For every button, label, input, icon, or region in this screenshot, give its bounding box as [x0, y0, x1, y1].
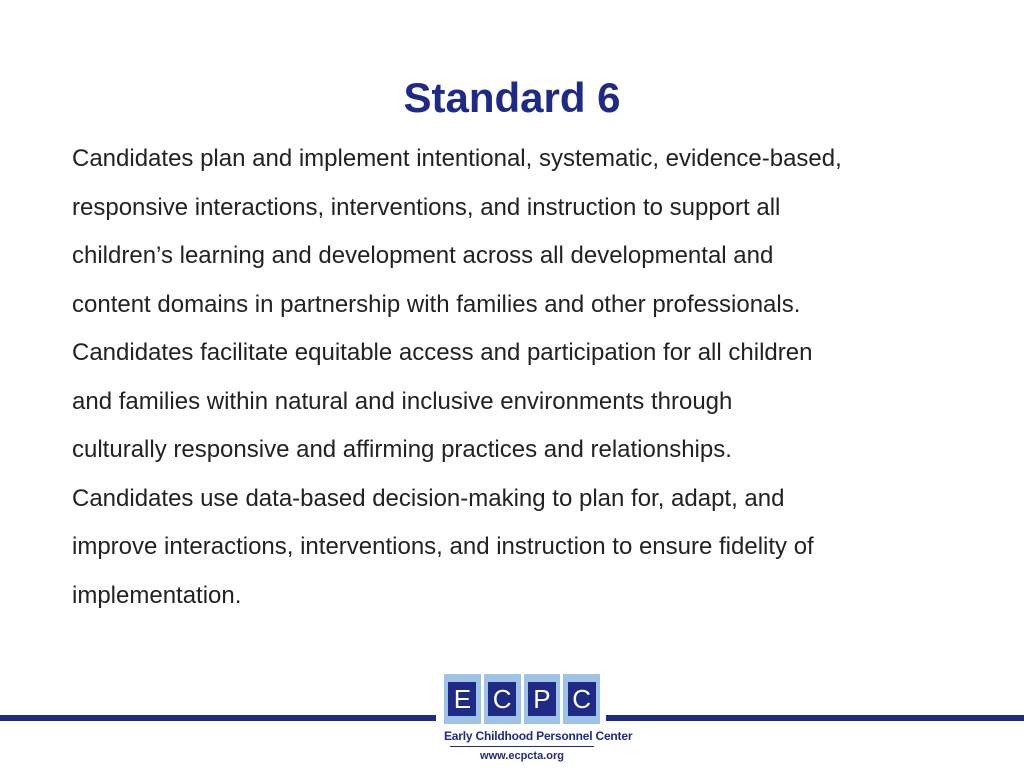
logo-letter: C	[568, 682, 596, 716]
body-line: children’s learning and development across all developmental and	[72, 242, 774, 269]
body-line: implementation.	[72, 581, 242, 609]
body-line: Candidates use data-based decision-making to plan for, adapt, and	[72, 484, 785, 512]
logo-box-c2	[563, 674, 600, 724]
footer-rule-right	[606, 715, 1024, 721]
logo-letter-boxes	[444, 674, 600, 724]
body-line: improve interactions, interventions, and instruction to ensure fidelity of	[72, 533, 814, 560]
body-line: content domains in partnership with families and other professionals.	[72, 290, 801, 318]
footer-rule-left	[0, 715, 436, 721]
body-line: culturally responsive and affirming practices and relationships.	[72, 436, 732, 463]
logo-letter: P	[528, 682, 556, 716]
logo-box-e	[444, 674, 481, 724]
slide-body	[72, 135, 962, 620]
body-line: responsive interactions, interventions, and instruction to support all	[72, 193, 781, 221]
slide-title: Standard 6	[403, 74, 621, 121]
logo-letter: E	[448, 682, 476, 716]
logo-url: www.ecpcta.org	[480, 750, 564, 762]
logo-organization-name: Early Childhood Personnel Center	[444, 729, 633, 743]
ecpc-logo	[444, 674, 633, 766]
body-line: and families within natural and inclusive environments through	[72, 387, 733, 415]
body-line: Candidates plan and implement intentional, systematic, evidence-based,	[72, 145, 842, 172]
logo-divider	[450, 746, 594, 747]
logo-box-p	[524, 674, 561, 724]
body-line: Candidates facilitate equitable access and participation for all children	[72, 339, 813, 366]
logo-box-c	[484, 674, 521, 724]
logo-letter: C	[488, 682, 516, 716]
